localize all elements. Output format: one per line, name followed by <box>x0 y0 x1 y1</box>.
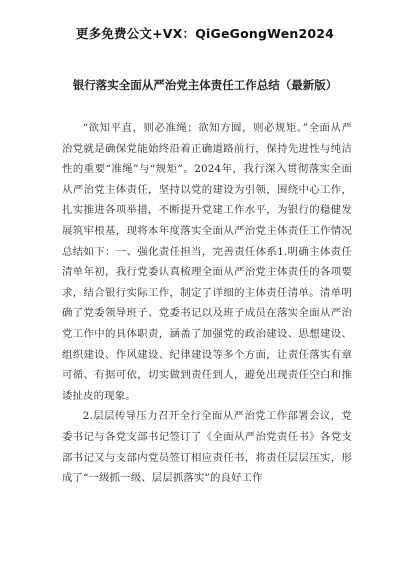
body-paragraph: 2.层层传导压力召开全行全面从严治党工作部署会议，党委书记与各党支部书记签订了《全面从严治党责任书》各党支部书记又与支部内党员签订相应责任书，将责任层层压实，形成了“一级抓一级、层层抓落实”的良好工作 <box>62 410 352 485</box>
document-title: 银行落实全面从严治党主体责任工作总结（最新版） <box>72 78 338 92</box>
header-watermark-text: 更多免费公文+VX：QiGeGongWen2024 <box>75 26 335 41</box>
body-paragraph: “欲知平直，则必准绳；欲知方圆，则必规矩。”全面从严治党就是确保党能始终沿着正确道路前行，保持先进性与纯洁性的重要“准绳”与“规矩”。2024年，我行深入贯彻落实全面从严治党主体责任，坚持以党的建设为引领，围绕中心工作，扎实推进各项举措，不断提升党建工作水平，为银行的稳健发展筑牢根基，现将本年度落实全面从严治党主体责任工作情况总结如下：一、强化责任担当，完善责任体系1.明确主体责任清单年初，我行党委认真梳理全面从严治党主体责任的各项要求，结合银行实际工作，制定了详细的主体责任清单。清单明确了党委领导班子、党委书记以及班子成员在落实全面从严治党工作中的具体职责，涵盖了加强党的政治建设、思想建设、组织建设、作风建设、纪律建设等多个方面，让责任落实有章可循、有据可依，切实做到责任到人，避免出现责任空白和推诿扯皮的现象。 <box>62 122 352 402</box>
document-body <box>62 118 352 489</box>
